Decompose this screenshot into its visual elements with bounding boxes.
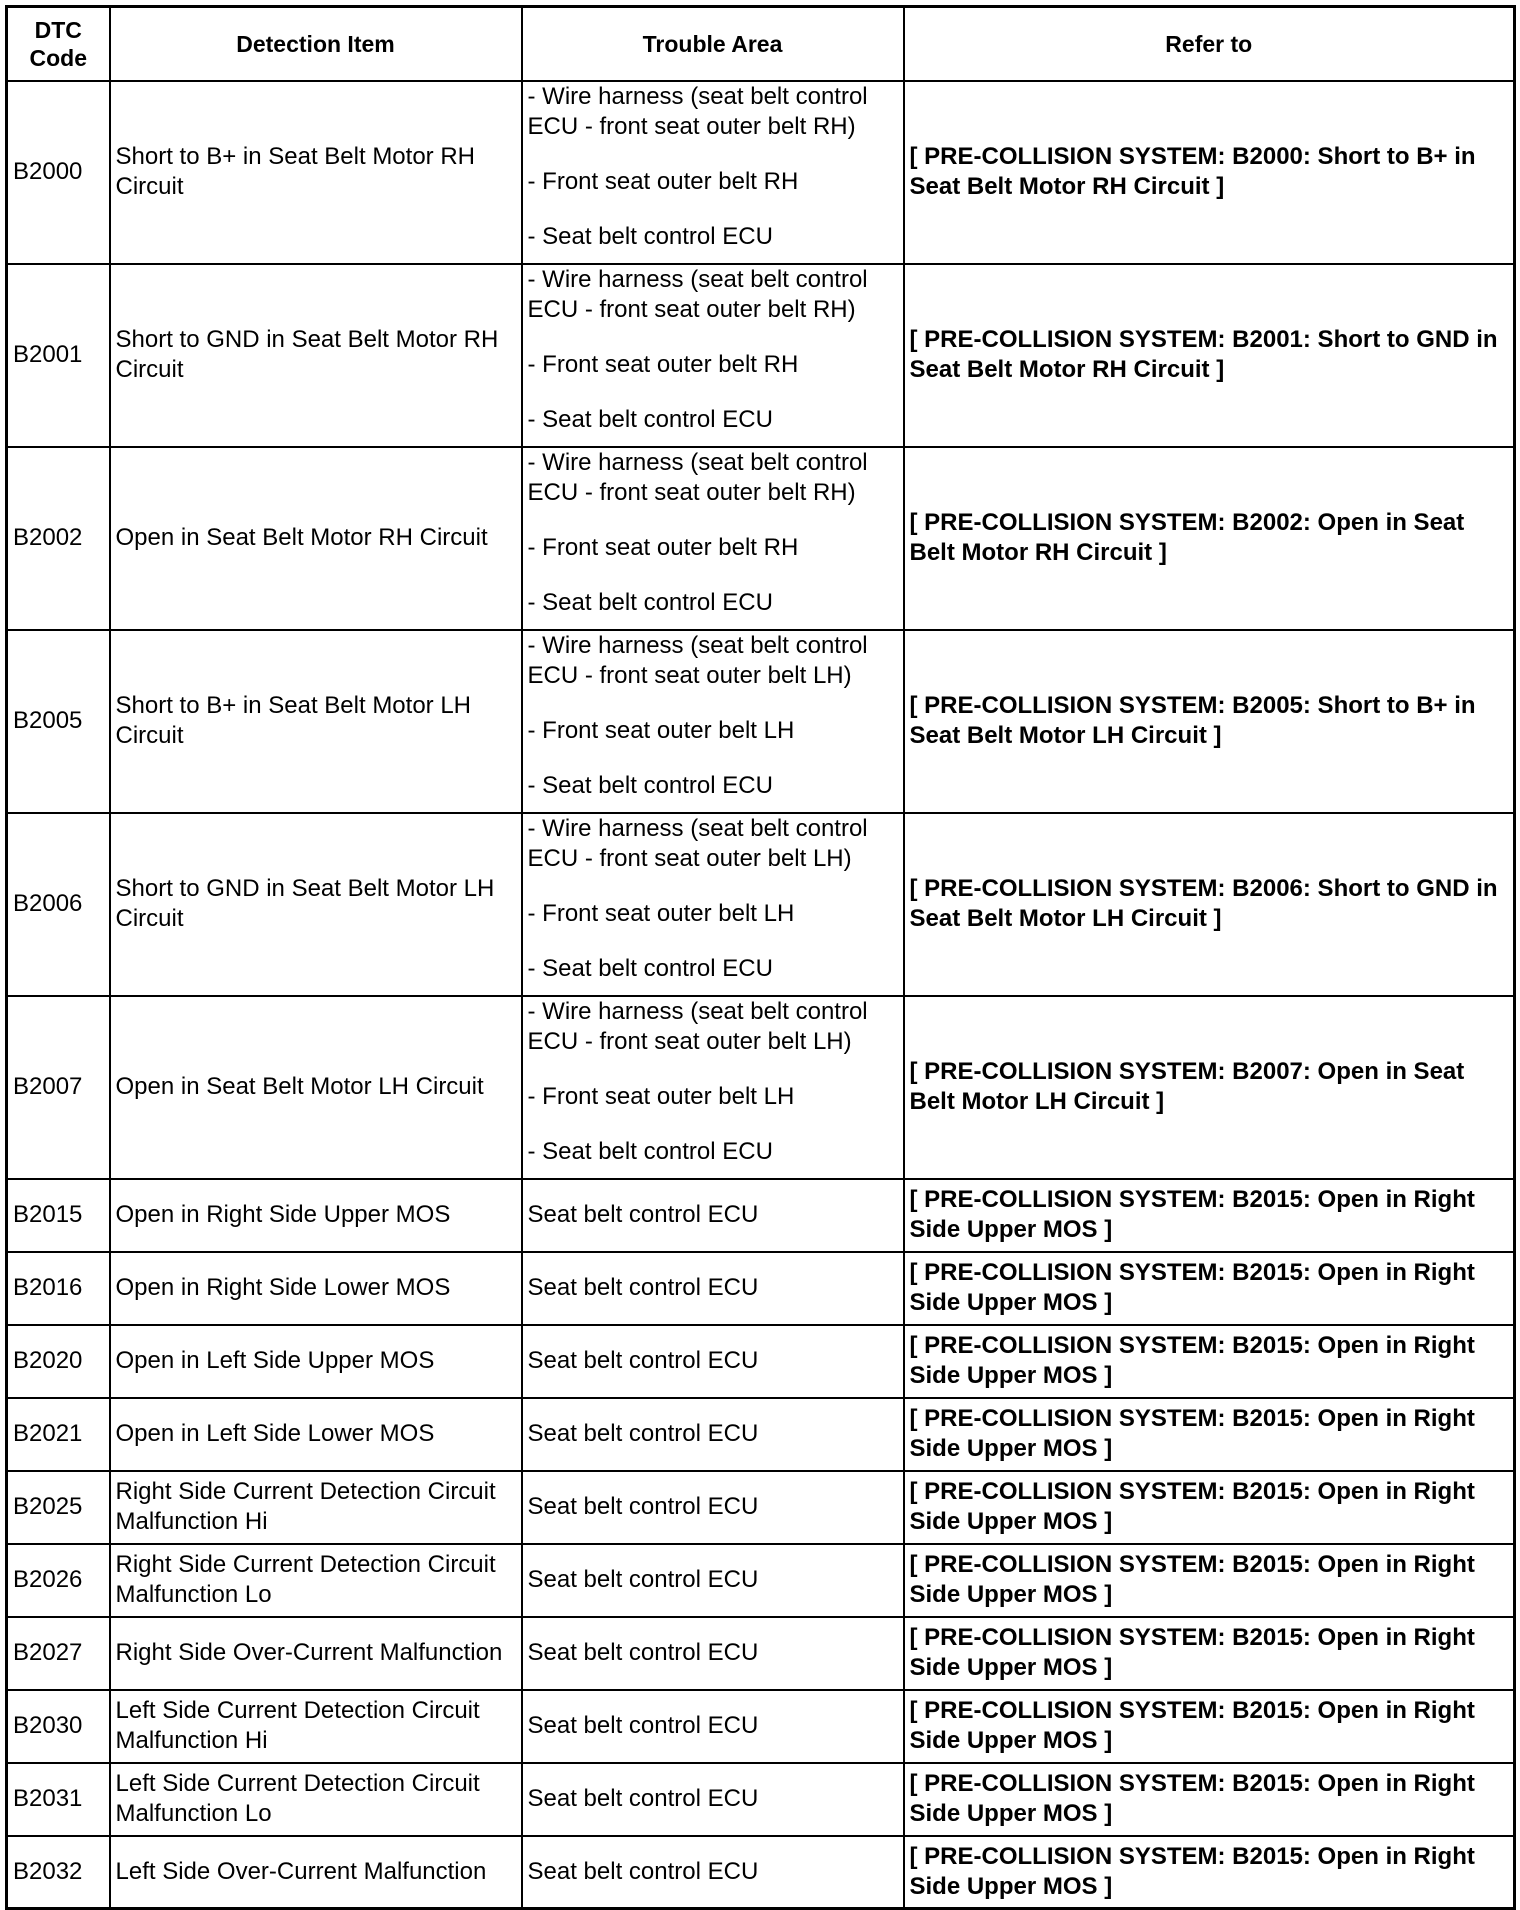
detection-item-cell: Short to B+ in Seat Belt Motor RH Circuit	[110, 81, 522, 264]
header-row	[7, 7, 1515, 81]
dtc-table	[5, 5, 1516, 1910]
detection-item-cell: Right Side Over-Current Malfunction	[110, 1617, 522, 1690]
refer-to-link[interactable]: [ PRE-COLLISION SYSTEM: B2006: Short to GND in Seat Belt Motor LH Circuit ]	[904, 813, 1515, 996]
dtc-code-cell: B2000	[7, 81, 110, 264]
trouble-area-line: Seat belt control ECU	[527, 1857, 759, 1885]
trouble-area-cell	[522, 1252, 904, 1325]
dtc-code-cell: B2001	[7, 264, 110, 447]
trouble-area-line: Seat belt control ECU	[527, 1785, 759, 1812]
refer-to-link[interactable]: [ PRE-COLLISION SYSTEM: B2001: Short to GND in Seat Belt Motor RH Circuit ]	[904, 264, 1515, 447]
dtc-code-cell: B2021	[7, 1398, 110, 1471]
refer-to-link[interactable]: [ PRE-COLLISION SYSTEM: B2015: Open in Right Side Upper MOS ]	[904, 1252, 1515, 1325]
detection-item-cell: Left Side Over-Current Malfunction	[110, 1836, 522, 1909]
refer-to-link[interactable]: [ PRE-COLLISION SYSTEM: B2002: Open in Seat Belt Motor RH Circuit ]	[904, 447, 1515, 630]
detection-item-cell: Left Side Current Detection Circuit Malfunction Hi	[110, 1690, 522, 1763]
dtc-code-cell: B2006	[7, 813, 110, 996]
table-row	[7, 1398, 1515, 1471]
area-spacer	[528, 508, 898, 533]
area-spacer	[528, 1057, 898, 1082]
dtc-code-cell: B2005	[7, 630, 110, 813]
trouble-area-cell	[522, 1617, 904, 1690]
trouble-area-line: - Front seat outer belt RH	[527, 533, 799, 561]
table-header	[7, 7, 1515, 81]
table-row	[7, 81, 1515, 264]
table-row	[7, 447, 1515, 630]
trouble-area-line: Seat belt control ECU	[527, 1639, 759, 1666]
refer-to-link[interactable]: [ PRE-COLLISION SYSTEM: B2015: Open in Right Side Upper MOS ]	[904, 1617, 1515, 1690]
trouble-area-cell	[522, 447, 904, 630]
detection-item-cell: Right Side Current Detection Circuit Malfunction Lo	[110, 1544, 522, 1617]
dtc-code-cell: B2015	[7, 1179, 110, 1252]
dtc-code-cell: B2020	[7, 1325, 110, 1398]
trouble-area-line: - Front seat outer belt RH	[527, 350, 799, 378]
area-spacer	[528, 380, 898, 405]
trouble-area-line: - Seat belt control ECU	[527, 1137, 773, 1165]
refer-to-link[interactable]: [ PRE-COLLISION SYSTEM: B2015: Open in Right Side Upper MOS ]	[904, 1763, 1515, 1836]
area-spacer	[528, 563, 898, 588]
area-spacer	[528, 691, 898, 716]
trouble-area-line: - Wire harness (seat belt control ECU - front seat outer belt RH)	[527, 82, 868, 140]
trouble-area-cell	[522, 813, 904, 996]
table-row	[7, 1836, 1515, 1909]
refer-to-link[interactable]: [ PRE-COLLISION SYSTEM: B2015: Open in Right Side Upper MOS ]	[904, 1836, 1515, 1909]
dtc-code-cell: B2016	[7, 1252, 110, 1325]
detection-item-cell: Open in Right Side Upper MOS	[110, 1179, 522, 1252]
table-row	[7, 1763, 1515, 1836]
trouble-area-line: Seat belt control ECU	[527, 1493, 759, 1520]
dtc-code-cell: B2030	[7, 1690, 110, 1763]
trouble-area-line: - Wire harness (seat belt control ECU - front seat outer belt RH)	[527, 448, 868, 506]
trouble-area-line: Seat belt control ECU	[527, 1274, 759, 1301]
dtc-code-cell: B2002	[7, 447, 110, 630]
dtc-code-cell: B2027	[7, 1617, 110, 1690]
refer-to-link[interactable]: [ PRE-COLLISION SYSTEM: B2015: Open in Right Side Upper MOS ]	[904, 1544, 1515, 1617]
refer-to-link[interactable]: [ PRE-COLLISION SYSTEM: B2015: Open in Right Side Upper MOS ]	[904, 1325, 1515, 1398]
table-row	[7, 996, 1515, 1179]
trouble-area-cell	[522, 81, 904, 264]
area-spacer	[528, 746, 898, 771]
dtc-code-cell: B2025	[7, 1471, 110, 1544]
refer-to-link[interactable]: [ PRE-COLLISION SYSTEM: B2015: Open in Right Side Upper MOS ]	[904, 1398, 1515, 1471]
detection-item-cell: Left Side Current Detection Circuit Malfunction Lo	[110, 1763, 522, 1836]
refer-to-link[interactable]: [ PRE-COLLISION SYSTEM: B2015: Open in Right Side Upper MOS ]	[904, 1690, 1515, 1763]
table-row	[7, 1325, 1515, 1398]
area-spacer	[528, 874, 898, 899]
trouble-area-cell	[522, 1398, 904, 1471]
trouble-area-line: - Seat belt control ECU	[527, 771, 773, 799]
trouble-area-line: - Seat belt control ECU	[527, 954, 773, 982]
trouble-area-line: Seat belt control ECU	[527, 1712, 759, 1739]
refer-to-link[interactable]: [ PRE-COLLISION SYSTEM: B2015: Open in Right Side Upper MOS ]	[904, 1471, 1515, 1544]
header-trouble-area: Trouble Area	[522, 7, 904, 81]
trouble-area-line: - Wire harness (seat belt control ECU - front seat outer belt RH)	[527, 265, 868, 323]
trouble-area-line: - Wire harness (seat belt control ECU - front seat outer belt LH)	[527, 997, 868, 1055]
dtc-code-cell: B2007	[7, 996, 110, 1179]
detection-item-cell: Right Side Current Detection Circuit Malfunction Hi	[110, 1471, 522, 1544]
area-spacer	[528, 1112, 898, 1137]
table-row	[7, 1252, 1515, 1325]
header-detection-item: Detection Item	[110, 7, 522, 81]
table-row	[7, 1179, 1515, 1252]
trouble-area-cell	[522, 1179, 904, 1252]
refer-to-link[interactable]: [ PRE-COLLISION SYSTEM: B2015: Open in Right Side Upper MOS ]	[904, 1179, 1515, 1252]
detection-item-cell: Short to GND in Seat Belt Motor LH Circuit	[110, 813, 522, 996]
trouble-area-line: - Seat belt control ECU	[527, 222, 773, 250]
trouble-area-cell	[522, 1763, 904, 1836]
trouble-area-cell	[522, 1544, 904, 1617]
dtc-code-cell: B2026	[7, 1544, 110, 1617]
header-dtc-code: DTC Code	[7, 7, 110, 81]
trouble-area-cell	[522, 1690, 904, 1763]
trouble-area-line: - Front seat outer belt RH	[527, 167, 799, 195]
trouble-area-line: - Front seat outer belt LH	[527, 716, 795, 744]
detection-item-cell: Short to B+ in Seat Belt Motor LH Circuit	[110, 630, 522, 813]
detection-item-cell: Open in Left Side Lower MOS	[110, 1398, 522, 1471]
table-row	[7, 1544, 1515, 1617]
trouble-area-line: - Wire harness (seat belt control ECU - front seat outer belt LH)	[527, 631, 868, 689]
detection-item-cell: Open in Right Side Lower MOS	[110, 1252, 522, 1325]
table-row	[7, 1471, 1515, 1544]
trouble-area-line: - Wire harness (seat belt control ECU - front seat outer belt LH)	[527, 814, 868, 872]
trouble-area-line: Seat belt control ECU	[527, 1201, 759, 1228]
table-row	[7, 813, 1515, 996]
refer-to-link[interactable]: [ PRE-COLLISION SYSTEM: B2000: Short to B+ in Seat Belt Motor RH Circuit ]	[904, 81, 1515, 264]
table-row	[7, 1617, 1515, 1690]
trouble-area-line: - Front seat outer belt LH	[527, 1082, 795, 1110]
table-body	[7, 81, 1515, 1909]
trouble-area-line: - Front seat outer belt LH	[527, 899, 795, 927]
area-spacer	[528, 197, 898, 222]
trouble-area-line: - Seat belt control ECU	[527, 588, 773, 616]
detection-item-cell: Open in Seat Belt Motor RH Circuit	[110, 447, 522, 630]
trouble-area-line: Seat belt control ECU	[527, 1347, 759, 1374]
table-row	[7, 630, 1515, 813]
trouble-area-cell	[522, 1325, 904, 1398]
trouble-area-cell	[522, 996, 904, 1179]
table-row	[7, 264, 1515, 447]
trouble-area-cell	[522, 264, 904, 447]
detection-item-cell: Open in Seat Belt Motor LH Circuit	[110, 996, 522, 1179]
detection-item-cell: Short to GND in Seat Belt Motor RH Circuit	[110, 264, 522, 447]
area-spacer	[528, 325, 898, 350]
dtc-code-cell: B2031	[7, 1763, 110, 1836]
table-row	[7, 1690, 1515, 1763]
area-spacer	[528, 142, 898, 167]
refer-to-link[interactable]: [ PRE-COLLISION SYSTEM: B2005: Short to B+ in Seat Belt Motor LH Circuit ]	[904, 630, 1515, 813]
trouble-area-line: Seat belt control ECU	[527, 1566, 759, 1593]
trouble-area-cell	[522, 1836, 904, 1909]
header-refer-to: Refer to	[904, 7, 1515, 81]
trouble-area-cell	[522, 630, 904, 813]
detection-item-cell: Open in Left Side Upper MOS	[110, 1325, 522, 1398]
refer-to-link[interactable]: [ PRE-COLLISION SYSTEM: B2007: Open in Seat Belt Motor LH Circuit ]	[904, 996, 1515, 1179]
dtc-code-cell: B2032	[7, 1836, 110, 1909]
trouble-area-cell	[522, 1471, 904, 1544]
area-spacer	[528, 929, 898, 954]
trouble-area-line: - Seat belt control ECU	[527, 405, 773, 433]
trouble-area-line: Seat belt control ECU	[527, 1420, 759, 1447]
